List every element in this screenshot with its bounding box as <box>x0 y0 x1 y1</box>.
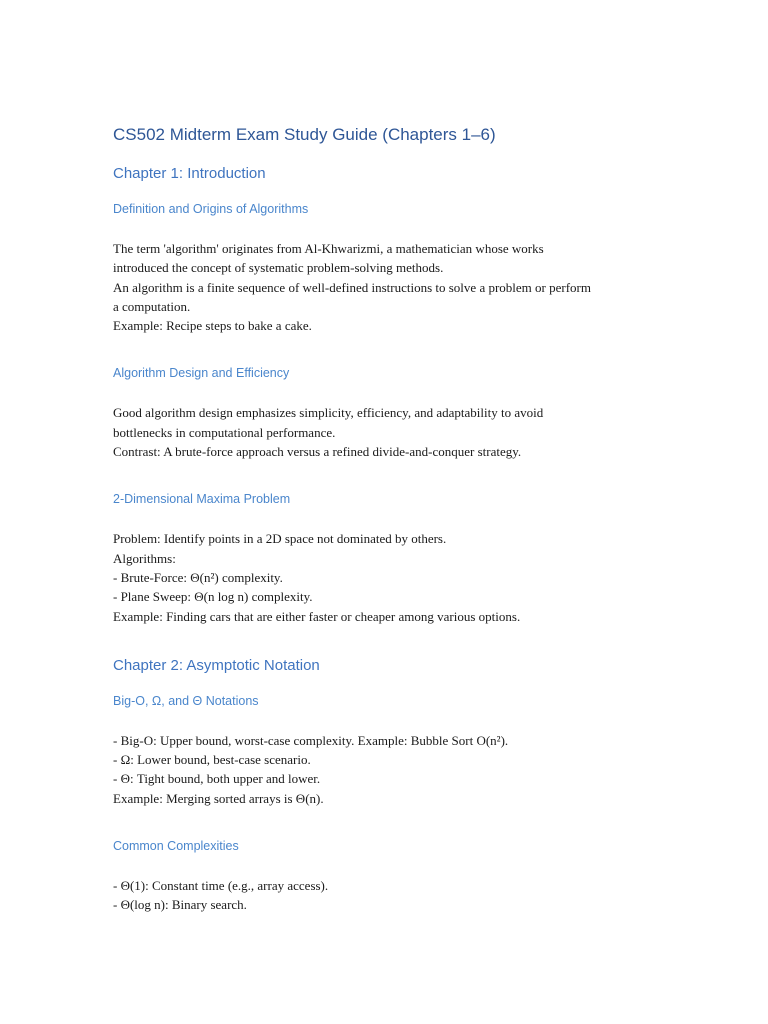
section-heading-common-complexities: Common Complexities <box>113 839 239 854</box>
body-line: - Ω: Lower bound, best-case scenario. <box>113 752 311 768</box>
chapter-1-heading: Chapter 1: Introduction <box>113 165 266 182</box>
section-body-design-efficiency <box>113 403 673 461</box>
section-body-definition-origins <box>113 239 673 335</box>
section-heading-definition-origins: Definition and Origins of Algorithms <box>113 202 309 216</box>
section-body-common-complexities <box>113 876 673 915</box>
body-line: Algorithms: <box>113 550 176 566</box>
body-line: - Plane Sweep: Θ(n log n) complexity. <box>113 589 313 605</box>
body-line: Example: Recipe steps to bake a cake. <box>113 318 312 334</box>
body-line: An algorithm is a finite sequence of well-defined instructions to solve a problem or perform <box>113 279 591 295</box>
body-line: Example: Finding cars that are either faster or cheaper among various options. <box>113 608 521 624</box>
body-line: a computation. <box>113 298 191 314</box>
body-line: introduced the concept of systematic problem-solving methods. <box>113 260 444 276</box>
section-heading-2d-maxima: 2-Dimensional Maxima Problem <box>113 492 291 507</box>
document-title: CS502 Midterm Exam Study Guide (Chapters 1–6) <box>113 125 496 144</box>
body-line: bottlenecks in computational performance. <box>113 424 336 440</box>
body-line: - Brute-Force: Θ(n²) complexity. <box>113 569 283 585</box>
body-line: Problem: Identify points in a 2D space not dominated by others. <box>113 531 447 547</box>
body-line: - Θ: Tight bound, both upper and lower. <box>113 771 321 787</box>
chapter-2-heading: Chapter 2: Asymptotic Notation <box>113 656 320 674</box>
section-body-2d-maxima <box>113 529 673 625</box>
body-line: - Θ(log n): Binary search. <box>113 897 247 913</box>
section-heading-notations: Big-O, Ω, and Θ Notations <box>113 693 259 708</box>
body-line: Good algorithm design emphasizes simplicity, efficiency, and adaptability to avoid <box>113 405 544 421</box>
document-content <box>113 124 673 943</box>
section-heading-design-efficiency: Algorithm Design and Efficiency <box>113 366 290 381</box>
section-body-notations <box>113 731 673 808</box>
body-line: Example: Merging sorted arrays is Θ(n). <box>113 790 324 806</box>
body-line: Contrast: A brute-force approach versus a refined divide-and-conquer strategy. <box>113 444 522 460</box>
body-line: The term 'algorithm' originates from Al-Khwarizmi, a mathematician whose works <box>113 241 544 256</box>
body-line: - Big-O: Upper bound, worst-case complexity. Example: Bubble Sort O(n²). <box>113 732 509 748</box>
body-line: - Θ(1): Constant time (e.g., array access). <box>113 878 329 894</box>
